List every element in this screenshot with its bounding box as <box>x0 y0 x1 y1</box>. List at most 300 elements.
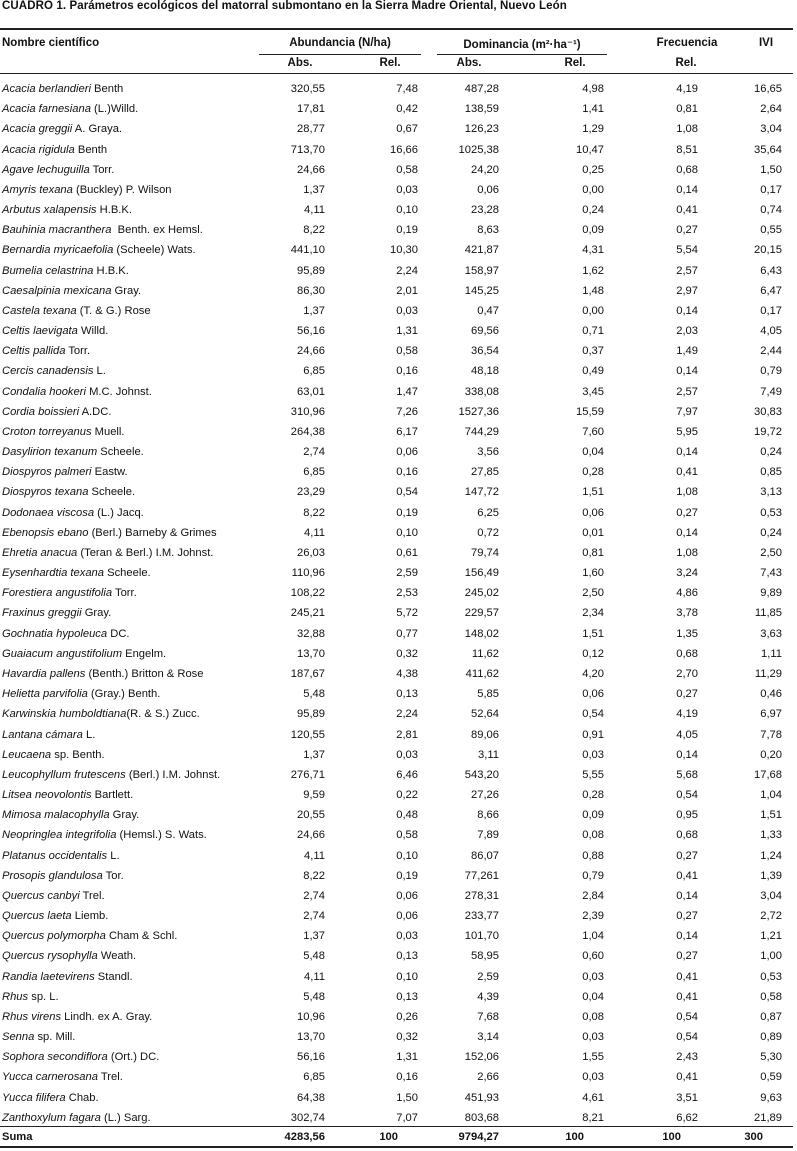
table-row <box>0 684 797 704</box>
species-genus: Forestiera angustifolia <box>2 587 113 600</box>
cell-fr-rel: 0,54 <box>676 1031 698 1044</box>
species-genus: Celtis pallida <box>2 345 66 358</box>
cell-fr-rel: 0,41 <box>676 204 698 217</box>
cell-do-abs: 52,64 <box>471 708 499 721</box>
cell-fr-rel: 4,19 <box>676 83 698 95</box>
cell-do-abs: 148,02 <box>464 627 499 640</box>
cell-ab-abs: 2,74 <box>303 910 325 923</box>
species-author: (Buckley) P. Wilson <box>72 183 172 196</box>
cell-ivi: 11,85 <box>754 607 782 620</box>
cell-do-rel: 0,91 <box>582 728 604 741</box>
cell-do-abs: 0,06 <box>477 183 499 196</box>
cell-ab-abs: 4,11 <box>304 849 325 862</box>
cell-ab-rel: 0,61 <box>396 546 418 559</box>
header-dominance-rel: Rel. <box>564 57 586 69</box>
cell-do-abs: 0,47 <box>477 304 499 317</box>
species-name <box>2 240 196 260</box>
cell-do-rel: 15,59 <box>576 405 604 418</box>
cell-ab-rel: 0,03 <box>396 304 418 317</box>
cell-ab-abs: 2,74 <box>303 889 325 902</box>
cell-do-abs: 145,25 <box>464 284 499 297</box>
cell-ab-abs: 4,11 <box>304 204 325 217</box>
species-name <box>2 745 105 765</box>
species-name <box>2 583 137 603</box>
cell-ivi: 1,00 <box>760 950 782 963</box>
cell-do-rel: 0,04 <box>582 446 604 459</box>
species-genus: Acacia greggii <box>2 123 73 136</box>
species-author: Gray. <box>109 809 140 822</box>
cell-ab-abs: 264,38 <box>290 425 325 438</box>
cell-ab-rel: 0,54 <box>396 486 418 499</box>
cell-do-rel: 10,47 <box>576 143 604 156</box>
cell-ivi: 16,65 <box>754 83 782 95</box>
table-row <box>0 422 797 442</box>
species-author: Cham & Schl. <box>105 930 178 943</box>
species-author: Benth <box>74 143 108 156</box>
species-genus: Randia laetevirens <box>2 970 95 983</box>
header-abundance-rel: Rel. <box>379 57 401 69</box>
species-genus: Agave lechuguilla <box>2 163 90 176</box>
table-row <box>0 583 797 603</box>
cell-ivi: 0,74 <box>760 204 782 217</box>
cell-ab-rel: 0,06 <box>396 889 418 902</box>
cell-ab-rel: 0,06 <box>396 910 418 923</box>
species-name <box>2 886 105 906</box>
cell-fr-rel: 1,35 <box>676 627 698 640</box>
cell-fr-rel: 2,03 <box>676 325 698 338</box>
table-row <box>0 341 797 361</box>
species-genus: Neopringlea integrifolia <box>2 829 117 842</box>
cell-ab-rel: 0,03 <box>396 748 418 761</box>
cell-ab-abs: 320,55 <box>290 83 325 95</box>
cell-do-abs: 543,20 <box>464 768 499 781</box>
species-name <box>2 523 217 543</box>
cell-ivi: 9,89 <box>760 587 782 600</box>
cell-ab-rel: 1,47 <box>396 385 418 398</box>
cell-do-abs: 1527,36 <box>458 405 499 418</box>
species-name <box>2 382 152 402</box>
cell-ab-abs: 28,77 <box>297 123 325 136</box>
cell-ivi: 7,78 <box>760 728 782 741</box>
cell-ivi: 0,85 <box>760 466 782 479</box>
cell-ivi: 0,17 <box>760 183 782 196</box>
total-label: Suma <box>2 1131 33 1143</box>
cell-ab-rel: 2,24 <box>396 264 418 277</box>
table-row <box>0 79 797 99</box>
cell-ab-abs: 713,70 <box>290 143 325 156</box>
cell-ab-abs: 5,48 <box>303 688 325 701</box>
cell-ab-abs: 26,03 <box>297 546 325 559</box>
cell-ab-rel: 0,48 <box>396 809 418 822</box>
cell-ivi: 6,43 <box>760 264 782 277</box>
cell-do-rel: 0,49 <box>582 365 604 378</box>
cell-fr-rel: 0,27 <box>676 910 698 923</box>
table-row <box>0 825 797 845</box>
table-row <box>0 624 797 644</box>
species-author: M.C. Johnst. <box>85 385 152 398</box>
cell-ivi: 1,11 <box>761 647 782 660</box>
cell-ab-rel: 0,32 <box>396 1031 418 1044</box>
cell-ab-abs: 302,74 <box>290 1111 325 1124</box>
cell-fr-rel: 5,95 <box>676 425 698 438</box>
cell-ab-abs: 9,59 <box>303 789 325 802</box>
species-author: Benth <box>90 83 124 95</box>
cell-ab-rel: 2,24 <box>396 708 418 721</box>
table-row <box>0 1047 797 1067</box>
species-name <box>2 624 130 644</box>
species-genus: Mimosa malacophylla <box>2 809 110 822</box>
table-row <box>0 846 797 866</box>
species-name <box>2 442 144 462</box>
cell-do-abs: 744,29 <box>464 425 499 438</box>
cell-do-rel: 0,01 <box>582 526 604 539</box>
species-author: sp. Mill. <box>34 1031 76 1044</box>
cell-ivi: 6,97 <box>760 708 782 721</box>
cell-do-abs: 86,07 <box>471 849 499 862</box>
species-genus: Ehretia anacua <box>2 546 78 559</box>
species-name <box>2 1007 152 1027</box>
cell-do-rel: 0,28 <box>582 789 604 802</box>
cell-do-rel: 5,55 <box>582 768 604 781</box>
species-author: (Benth.) Britton & Rose <box>85 667 204 680</box>
species-genus: Bauhinia macranthera <box>2 224 112 237</box>
cell-do-rel: 0,04 <box>582 990 604 1003</box>
species-author: Weath. <box>97 950 137 963</box>
cell-ab-rel: 7,48 <box>396 83 418 95</box>
species-author: Benth. ex Hemsl. <box>111 224 203 237</box>
species-name <box>2 1088 99 1108</box>
header-dominance-abs: Abs. <box>456 57 482 69</box>
species-genus: Diospyros texana <box>2 486 89 499</box>
cell-fr-rel: 0,14 <box>676 304 698 317</box>
species-name <box>2 99 138 119</box>
cell-ivi: 2,64 <box>760 103 782 116</box>
cell-fr-rel: 8,51 <box>676 143 698 156</box>
species-author: sp. L. <box>28 990 59 1003</box>
species-genus: Condalia hookeri <box>2 385 86 398</box>
cell-do-rel: 8,21 <box>582 1111 604 1124</box>
cell-do-rel: 1,55 <box>582 1051 604 1064</box>
cell-do-abs: 89,06 <box>471 728 499 741</box>
table-row <box>0 160 797 180</box>
species-genus: Quercus laeta <box>2 910 72 923</box>
species-genus: Yucca filifera <box>2 1091 66 1104</box>
species-name <box>2 281 141 301</box>
cell-do-rel: 0,09 <box>582 224 604 237</box>
species-genus: Quercus canbyi <box>2 889 80 902</box>
cell-fr-rel: 1,49 <box>676 345 698 358</box>
cell-fr-rel: 7,97 <box>676 405 698 418</box>
cell-ab-rel: 1,31 <box>396 325 418 338</box>
cell-do-rel: 0,79 <box>582 869 604 882</box>
species-genus: Dasylirion texanum <box>2 446 98 459</box>
cell-ivi: 3,63 <box>760 627 782 640</box>
table-row <box>0 523 797 543</box>
cell-ivi: 3,04 <box>760 889 782 902</box>
species-genus: Acacia rigidula <box>2 143 75 156</box>
cell-do-abs: 158,97 <box>464 264 499 277</box>
table-row <box>0 482 797 502</box>
cell-do-rel: 0,25 <box>582 163 604 176</box>
species-author: (Gray.) Benth. <box>87 688 161 701</box>
cell-ab-rel: 4,38 <box>396 667 418 680</box>
species-genus: Croton torreyanus <box>2 425 92 438</box>
species-name <box>2 482 135 502</box>
species-name <box>2 422 125 442</box>
cell-ab-rel: 0,03 <box>396 930 418 943</box>
cell-ivi: 35,64 <box>754 143 782 156</box>
cell-do-abs: 156,49 <box>464 567 499 580</box>
species-name <box>2 684 160 704</box>
cell-do-rel: 0,06 <box>582 688 604 701</box>
table-row <box>0 382 797 402</box>
cell-do-abs: 77,261 <box>464 869 499 882</box>
cell-ivi: 1,04 <box>760 789 782 802</box>
species-genus: Quercus rysophylla <box>2 950 98 963</box>
species-name <box>2 765 220 785</box>
cell-fr-rel: 0,14 <box>676 526 698 539</box>
cell-do-rel: 0,00 <box>582 304 604 317</box>
cell-do-rel: 0,37 <box>582 345 604 358</box>
species-genus: Cercis canadensis <box>2 365 94 378</box>
species-author: Scheele. <box>88 486 136 499</box>
cell-do-rel: 4,61 <box>582 1091 604 1104</box>
cell-ab-rel: 0,58 <box>396 345 418 358</box>
species-genus: Dodonaea viscosa <box>2 506 95 519</box>
cell-do-abs: 79,74 <box>471 546 499 559</box>
total-ab-rel: 100 <box>379 1131 398 1143</box>
species-author: Liemb. <box>71 910 109 923</box>
table-row <box>0 987 797 1007</box>
species-name <box>2 402 111 422</box>
cell-fr-rel: 0,41 <box>676 970 698 983</box>
species-author: Trel. <box>97 1071 123 1084</box>
cell-do-abs: 1025,38 <box>458 143 499 156</box>
cell-do-abs: 2,66 <box>477 1071 499 1084</box>
cell-ab-rel: 2,59 <box>396 567 418 580</box>
species-name <box>2 341 90 361</box>
cell-ab-rel: 0,58 <box>396 163 418 176</box>
cell-ab-rel: 0,16 <box>396 1071 418 1084</box>
table-row <box>0 1088 797 1108</box>
cell-ab-abs: 56,16 <box>297 325 325 338</box>
cell-ivi: 1,39 <box>760 869 782 882</box>
species-name <box>2 785 133 805</box>
cell-do-abs: 0,72 <box>477 526 499 539</box>
species-author: Torr. <box>112 587 137 600</box>
cell-fr-rel: 3,24 <box>676 567 698 580</box>
cell-ab-abs: 5,48 <box>303 990 325 1003</box>
species-name <box>2 503 144 523</box>
cell-ab-abs: 5,48 <box>303 950 325 963</box>
species-author: (Hemsl.) S. Wats. <box>116 829 207 842</box>
cell-do-rel: 0,09 <box>582 809 604 822</box>
header-dominance: Dominancia (m²·ha⁻¹) <box>463 39 581 51</box>
table-row <box>0 946 797 966</box>
cell-ab-abs: 441,10 <box>290 244 325 257</box>
species-author: Engelm. <box>122 647 167 660</box>
species-author: Eastw. <box>91 466 128 479</box>
species-author: (R. & S.) Zucc. <box>126 708 200 721</box>
species-name <box>2 725 95 745</box>
species-genus: Helietta parvifolia <box>2 688 88 701</box>
species-author: (L.)Willd. <box>90 103 139 116</box>
cell-ab-rel: 0,77 <box>396 627 418 640</box>
cell-ivi: 0,24 <box>760 526 782 539</box>
cell-fr-rel: 0,27 <box>676 950 698 963</box>
species-name <box>2 603 111 623</box>
cell-fr-rel: 1,08 <box>676 486 698 499</box>
cell-fr-rel: 5,68 <box>676 768 698 781</box>
table-row <box>0 886 797 906</box>
cell-ivi: 30,83 <box>754 405 782 418</box>
cell-fr-rel: 0,54 <box>676 1010 698 1023</box>
cell-ivi: 20,15 <box>754 244 782 257</box>
cell-ivi: 0,53 <box>760 506 782 519</box>
cell-ab-rel: 2,53 <box>396 587 418 600</box>
cell-do-abs: 24,20 <box>471 163 499 176</box>
cell-do-abs: 451,93 <box>464 1091 499 1104</box>
cell-ivi: 2,50 <box>760 546 782 559</box>
cell-ab-rel: 0,67 <box>396 123 418 136</box>
cell-ab-abs: 276,71 <box>290 768 325 781</box>
header-bottom-rule <box>0 73 793 74</box>
sum-top-rule <box>0 1126 793 1127</box>
species-genus: Rhus virens <box>2 1010 62 1023</box>
cell-ivi: 0,17 <box>760 304 782 317</box>
table-row <box>0 99 797 119</box>
cell-ab-rel: 7,26 <box>396 405 418 418</box>
table-row <box>0 301 797 321</box>
species-name <box>2 119 122 139</box>
cell-do-abs: 229,57 <box>464 607 499 620</box>
cell-do-rel: 4,20 <box>582 667 604 680</box>
species-genus: Sophora secondiflora <box>2 1051 108 1064</box>
cell-ab-rel: 5,72 <box>396 607 418 620</box>
species-genus: Platanus occidentalis <box>2 849 108 862</box>
cell-do-abs: 233,77 <box>464 910 499 923</box>
species-author: Gray. <box>81 607 112 620</box>
cell-do-rel: 1,51 <box>582 627 604 640</box>
table-row <box>0 967 797 987</box>
cell-fr-rel: 6,62 <box>676 1111 698 1124</box>
species-name <box>2 140 107 160</box>
species-author: A. Graya. <box>72 123 123 136</box>
cell-ab-abs: 95,89 <box>297 264 325 277</box>
cell-ivi: 19,72 <box>754 425 782 438</box>
table-row <box>0 200 797 220</box>
cell-ab-rel: 0,16 <box>396 365 418 378</box>
cell-ab-rel: 0,13 <box>396 950 418 963</box>
cell-ivi: 0,46 <box>760 688 782 701</box>
species-author: Scheele. <box>104 567 151 580</box>
species-genus: Litsea neovolontis <box>2 789 92 802</box>
species-genus: Fraxinus greggii <box>2 607 82 620</box>
species-genus: Ebenopsis ebano <box>2 526 89 539</box>
cell-ivi: 1,50 <box>760 163 782 176</box>
cell-fr-rel: 0,14 <box>676 889 698 902</box>
cell-ab-abs: 120,55 <box>290 728 325 741</box>
cell-ab-rel: 0,03 <box>396 183 418 196</box>
cell-do-abs: 7,68 <box>477 1010 499 1023</box>
cell-do-abs: 245,02 <box>464 587 499 600</box>
cell-ivi: 0,87 <box>760 1010 782 1023</box>
cell-ab-abs: 13,70 <box>297 1031 325 1044</box>
cell-ab-abs: 1,37 <box>303 930 325 943</box>
cell-fr-rel: 3,51 <box>676 1091 698 1104</box>
table-body <box>0 79 797 1143</box>
cell-ivi: 21,89 <box>754 1111 782 1124</box>
cell-fr-rel: 1,08 <box>676 546 698 559</box>
cell-do-rel: 7,60 <box>582 425 604 438</box>
cell-do-abs: 6,25 <box>477 506 499 519</box>
species-name <box>2 1067 123 1087</box>
cell-ab-abs: 110,96 <box>291 567 325 580</box>
cell-do-rel: 0,08 <box>582 1010 604 1023</box>
cell-fr-rel: 0,27 <box>676 688 698 701</box>
cell-do-rel: 4,31 <box>582 244 604 257</box>
cell-ab-abs: 56,16 <box>297 1051 325 1064</box>
species-author: Torr. <box>89 163 115 176</box>
species-author: Trel. <box>79 889 105 902</box>
total-ivi: 300 <box>744 1131 763 1143</box>
cell-ab-rel: 0,42 <box>396 103 418 116</box>
table-row <box>0 765 797 785</box>
species-author: Torr. <box>65 345 91 358</box>
species-name <box>2 866 124 886</box>
species-genus: Gochnatia hypoleuca <box>2 627 108 640</box>
cell-do-abs: 7,89 <box>477 829 499 842</box>
cell-do-abs: 3,11 <box>478 748 499 761</box>
cell-do-rel: 0,12 <box>582 647 604 660</box>
table-row <box>0 563 797 583</box>
species-author: Chab. <box>65 1091 99 1104</box>
cell-ab-rel: 1,50 <box>396 1091 418 1104</box>
cell-do-abs: 3,14 <box>477 1031 499 1044</box>
cell-do-abs: 278,31 <box>464 889 499 902</box>
cell-ivi: 0,20 <box>760 748 782 761</box>
species-author: L. <box>107 849 120 862</box>
cell-do-rel: 2,50 <box>582 587 604 600</box>
species-name <box>2 1047 159 1067</box>
cell-ab-abs: 86,30 <box>297 284 325 297</box>
header-abundance-abs: Abs. <box>287 57 313 69</box>
cell-do-rel: 0,03 <box>582 970 604 983</box>
cell-ab-abs: 6,85 <box>303 466 325 479</box>
table-row <box>0 906 797 926</box>
cell-ab-rel: 0,13 <box>396 688 418 701</box>
table-row <box>0 140 797 160</box>
cell-fr-rel: 2,43 <box>676 1051 698 1064</box>
cell-ab-rel: 0,06 <box>396 446 418 459</box>
cell-fr-rel: 2,70 <box>676 667 698 680</box>
cell-fr-rel: 0,14 <box>676 446 698 459</box>
cell-fr-rel: 0,68 <box>676 647 698 660</box>
cell-fr-rel: 1,08 <box>676 123 698 136</box>
species-genus: Celtis laevigata <box>2 325 78 338</box>
cell-do-rel: 0,06 <box>582 506 604 519</box>
cell-ab-abs: 6,85 <box>303 365 325 378</box>
cell-fr-rel: 2,57 <box>676 264 698 277</box>
species-genus: Arbutus xalapensis <box>2 204 97 217</box>
cell-do-abs: 58,95 <box>471 950 499 963</box>
cell-ab-abs: 17,81 <box>297 103 325 116</box>
species-author: (Scheele) Wats. <box>113 244 196 257</box>
species-genus: Leucophyllum frutescens <box>2 768 126 781</box>
cell-do-abs: 8,63 <box>477 224 499 237</box>
species-author: H.B.K. <box>96 204 132 217</box>
species-author: DC. <box>107 627 130 640</box>
